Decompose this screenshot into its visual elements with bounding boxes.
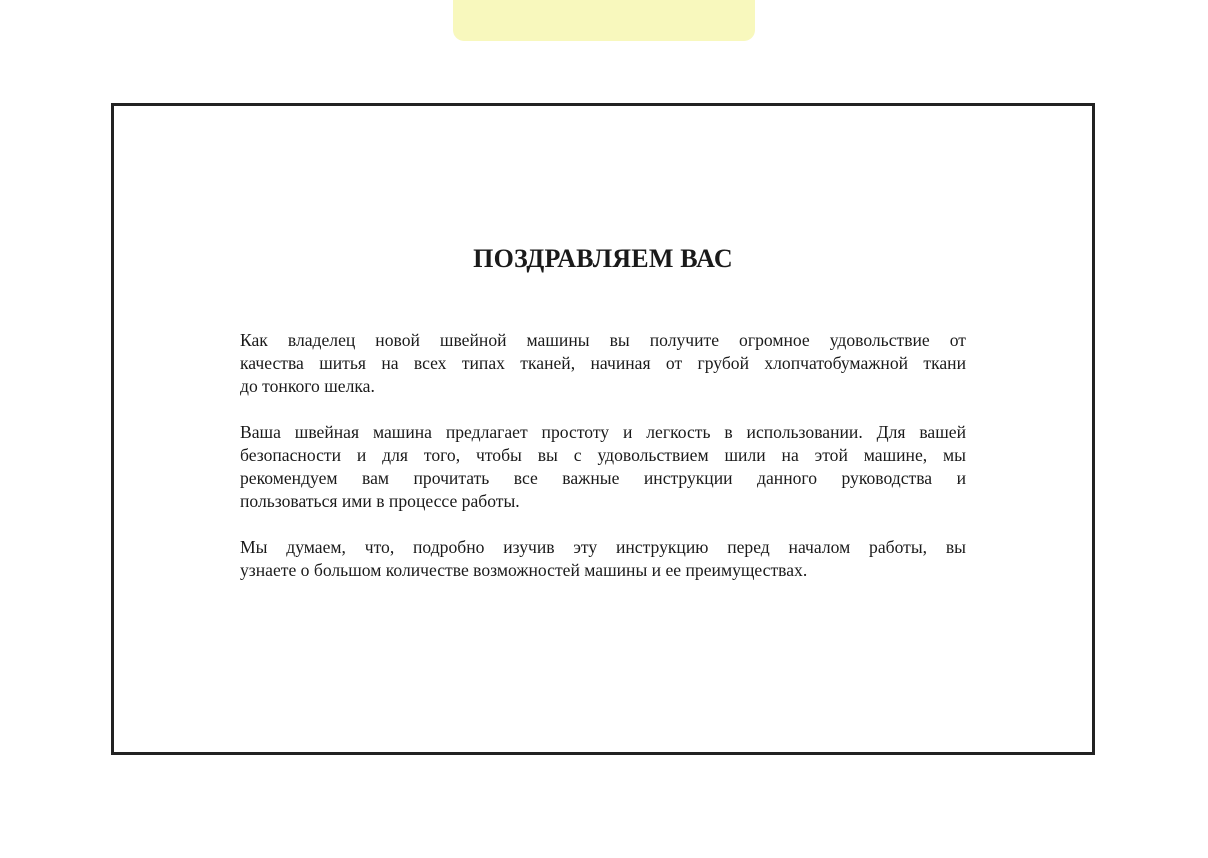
text-line: Мы думаем, что, подробно изучив эту инструкцию перед началом работы, вы: [240, 537, 966, 557]
page-frame: [111, 103, 1095, 755]
body-text: [240, 329, 966, 605]
paragraph: [240, 329, 966, 398]
text-line: узнаете о большом количестве возможностей машины и ее преимуществах.: [240, 560, 808, 580]
page-title: ПОЗДРАВЛЯЕМ ВАС: [473, 244, 733, 273]
text-line: безопасности и для того, чтобы вы с удовольствием шили на этой машине, мы: [240, 445, 966, 465]
text-line: качества шитья на всех типах тканей, начиная от грубой хлопчатобумажной ткани: [240, 353, 966, 373]
paragraph: [240, 536, 966, 582]
text-line: пользоваться ими в процессе работы.: [240, 491, 520, 511]
text-line: Как владелец новой швейной машины вы получите огромное удовольствие от: [240, 330, 966, 350]
text-line: Ваша швейная машина предлагает простоту и легкость в использовании. Для вашей: [240, 422, 966, 442]
text-line: до тонкого шелка.: [240, 376, 375, 396]
paragraph: [240, 421, 966, 513]
text-line: рекомендуем вам прочитать все важные инструкции данного руководства и: [240, 468, 966, 488]
header-tab: [453, 0, 755, 41]
